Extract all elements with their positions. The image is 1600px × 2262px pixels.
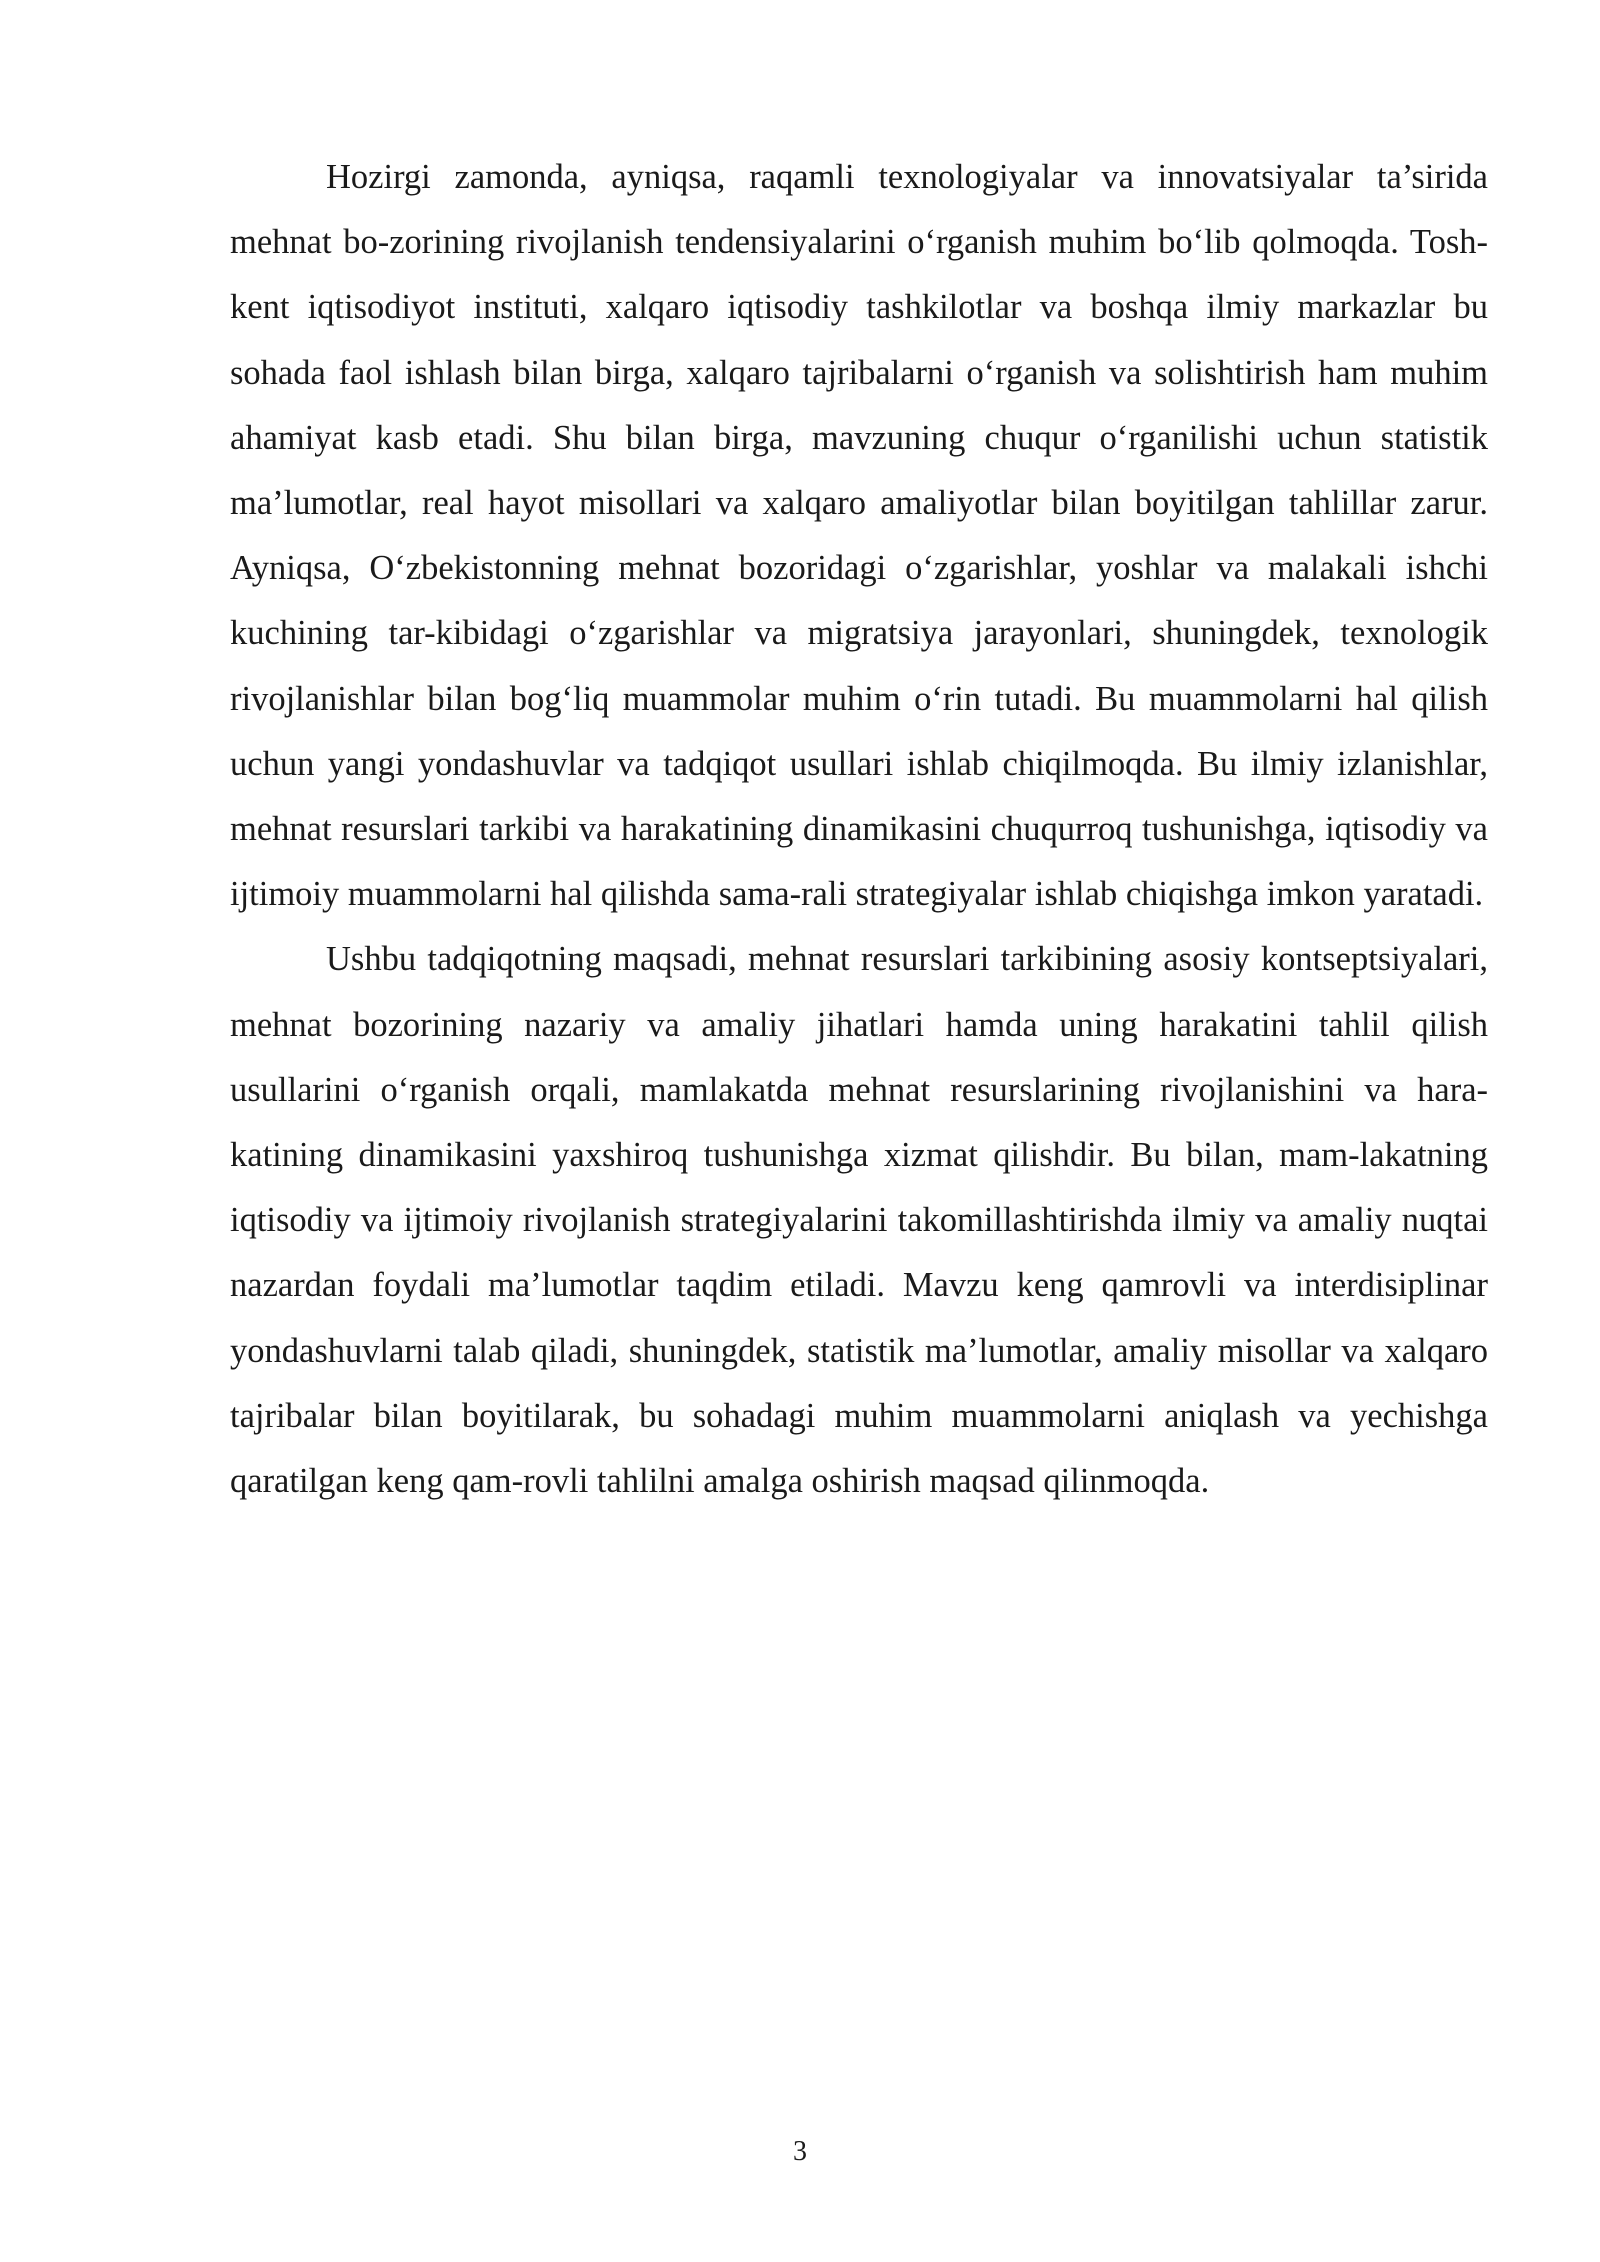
paragraph-2: Ushbu tadqiqotning maqsadi, mehnat resurslari tarkibining asosiy kontseptsiyalari, mehnat bozorining nazariy va amaliy jihatlari hamda uning harakatini tahlil qilish usullarini o‘rganish orqali, mamlakatda mehnat resurslarining rivojlanishini va hara-katining dinamikasini yaxshiroq tushunishga xizmat qilishdir. Bu bilan, mam-lakatning iqtisodiy va ijtimoiy rivojlanish strategiyalarini takomillashtirishda ilmiy va amaliy nuqtai nazardan foydali ma’lumotlar taqdim etiladi. Mavzu keng qamrovli va interdisiplinar yondashuvlarni talab qiladi, shuningdek, statistik ma’lumotlar, amaliy misollar va xalqaro tajribalar bilan boyitilarak, bu sohadagi muhim muammolarni aniqlash va yechishga qaratilgan keng qam-rovli tahlilni amalga oshirish maqsad qilinmoqda. xyxy=(230,940,1488,1501)
page-number: 3 xyxy=(793,2136,807,2167)
body-text xyxy=(230,145,1488,1514)
paragraph-1: Hozirgi zamonda, ayniqsa, raqamli texnologiyalar va innovatsiyalar ta’sirida mehnat bo-zorining rivojlanish tendensiyalarini o‘rganish muhim bo‘lib qolmoqda. Tosh-kent iqtisodiyot instituti, xalqaro iqtisodiy tashkilotlar va boshqa ilmiy markazlar bu sohada faol ishlash bilan birga, xalqaro tajribalarni o‘rganish va solishtirish ham muhim ahamiyat kasb etadi. Shu bilan birga, mavzuning chuqur o‘rganilishi uchun statistik ma’lumotlar, real hayot misollari va xalqaro amaliyotlar bilan boyitilgan tahlillar zarur. Ayniqsa, O‘zbekistonning mehnat bozoridagi o‘zgarishlar, yoshlar va malakali ishchi kuchining tar-kibidagi o‘zgarishlar va migratsiya jarayonlari, shuningdek, texnologik rivojlanishlar bilan bog‘liq muammolar muhim o‘rin tutadi. Bu muammolarni hal qilish uchun yangi yondashuvlar va tadqiqot usullari ishlab chiqilmoqda. Bu ilmiy izlanishlar, mehnat resurslari tarkibi va harakatining dinamikasini chuqurroq tushunishga, iqtisodiy va ijtimoiy muammolarni hal qilishda sama-rali strategiyalar ishlab chiqishga imkon yaratadi. xyxy=(230,158,1488,914)
